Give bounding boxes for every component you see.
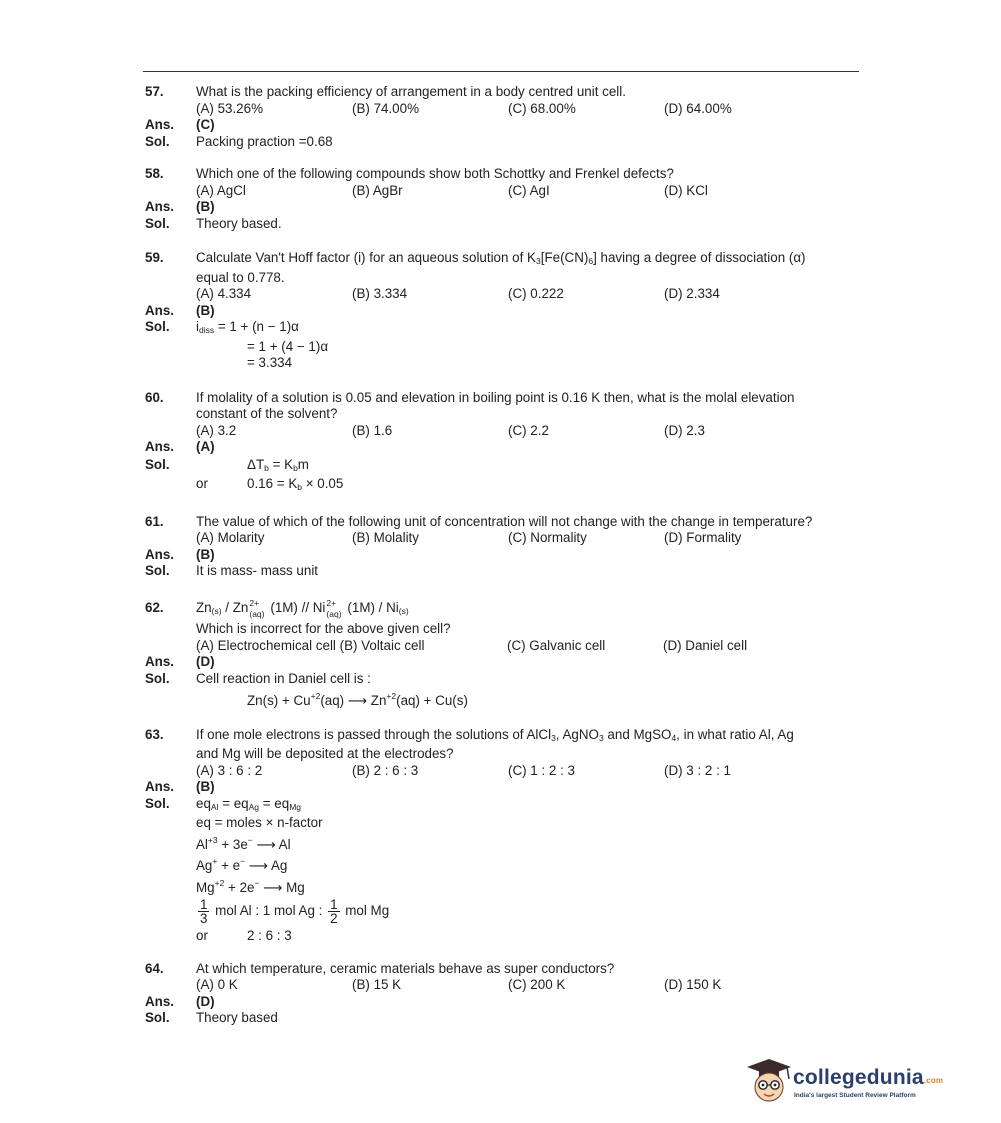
sol-label: Sol.: [145, 670, 170, 686]
question-62: [145, 597, 860, 710]
option-b: (B) 2 : 6 : 3: [352, 762, 419, 778]
option-d: (D) 2.334: [664, 286, 720, 301]
answer: (B): [196, 199, 215, 214]
sol-label: Sol.: [145, 319, 170, 334]
question-text: If one mole electrons is passed through the solutions of AlCl$_3$, AgNO$_3$ and MgSO$_4$, in what ratio Al, Ag: [196, 726, 794, 743]
option-a-b: (A) Electrochemical cell (B) Voltaic cell: [196, 637, 425, 653]
ratio-result: or 2 : 6 : 3: [196, 928, 292, 943]
ans-label: Ans.: [145, 546, 175, 562]
question-number: 60.: [145, 389, 164, 405]
option-b: (B) 3.334: [352, 286, 408, 301]
option-d: (D) 3 : 2 : 1: [664, 762, 731, 778]
question-page: [145, 84, 860, 1027]
question-number: 61.: [145, 513, 164, 529]
sol-label: Sol.: [145, 133, 170, 149]
answer: (C): [196, 117, 215, 132]
sol-label: Sol.: [145, 1010, 170, 1025]
option-a: (A) 53.26%: [196, 100, 263, 116]
option-b: (B) 74.00%: [352, 100, 419, 116]
solution-line-2: eq = moles × n-factor: [196, 815, 323, 830]
option-b: (B) 15 K: [352, 977, 402, 992]
answer: (B): [196, 546, 215, 562]
answer: (D): [196, 993, 215, 1009]
question-text: At which temperature, ceramic materials behave as super conductors?: [196, 960, 615, 976]
option-c: (C) Galvanic cell: [507, 637, 606, 653]
option-c: (C) Normality: [508, 530, 587, 545]
question-number: 63.: [145, 726, 164, 742]
question-number: 64.: [145, 960, 164, 976]
question-58: [145, 166, 860, 232]
option-b: (B) Molality: [352, 530, 419, 545]
answer: (B): [196, 302, 215, 318]
question-text: Calculate Van't Hoff factor (i) for an aqueous solution of $K_3[Fe(CN)_6]$ having a degree of dissociation (α): [196, 250, 806, 266]
solution-text: It is mass- mass unit: [196, 563, 319, 578]
cell-notation: $Zn_{(s)}$ / Zn 2+ (aq) (1M) // Ni 2+ (aq) $(1M) / Ni_{(s)}$: [196, 597, 409, 619]
header-rule: [143, 71, 859, 72]
option-a: (A) Molarity: [196, 530, 265, 545]
option-c: (C) 2.2: [508, 422, 549, 438]
option-a: (A) 3.2: [196, 422, 237, 438]
ans-label: Ans.: [145, 993, 175, 1009]
option-d: (D) 150 K: [664, 977, 722, 992]
solution-line-1: $eq_{Al} = eq_{Ag} = eq_{Mg}$: [196, 795, 301, 812]
solution-line-3: = 3.334: [247, 355, 293, 370]
option-b: (B) 1.6: [352, 422, 393, 438]
option-d: (D) 2.3: [664, 422, 705, 438]
option-c: (C) 200 K: [508, 977, 566, 992]
option-c: (C) AgI: [508, 182, 550, 198]
solution-line-2: or $0.16 = K_b \times 0.05$: [196, 476, 344, 492]
option-a: (A) 4.334: [196, 286, 252, 301]
answer: (D): [196, 654, 215, 669]
question-number: 62.: [145, 599, 164, 615]
option-b: (B) AgBr: [352, 182, 403, 198]
ans-label: Ans.: [145, 779, 175, 794]
solution-text: Packing praction =0.68: [196, 133, 333, 149]
logo-tagline: India's largest Student Review Platform: [794, 1092, 916, 1099]
question-text-cont: and Mg will be deposited at the electrodes?: [196, 746, 454, 761]
solution-text: Cell reaction in Daniel cell is :: [196, 670, 371, 686]
question-59: [145, 250, 860, 372]
ans-label: Ans.: [145, 654, 175, 669]
question-64: [145, 961, 860, 1027]
sol-label: Sol.: [145, 795, 170, 811]
question-text: The value of which of the following unit of concentration will not change with the change in temperature?: [196, 513, 813, 529]
option-c: (C) 1 : 2 : 3: [508, 762, 575, 778]
solution-line-5: $Mg^{+2} + 2e^-$ ⟶ Mg: [196, 877, 305, 895]
option-a: (A) 3 : 6 : 2: [196, 762, 263, 778]
ans-label: Ans.: [145, 117, 175, 132]
question-text-cont: equal to 0.778.: [196, 269, 285, 285]
option-a: (A) 0 K: [196, 977, 238, 992]
option-d: (D) KCl: [664, 182, 708, 198]
solution-line-3: $Al^{+3} + 3e^-$ ⟶ Al: [196, 834, 291, 852]
question-61: [145, 514, 860, 580]
solution-text: Theory based.: [196, 215, 282, 231]
ans-label: Ans.: [145, 199, 175, 214]
answer: (A): [196, 439, 215, 454]
question-number: 57.: [145, 84, 164, 99]
option-a: (A) AgCl: [196, 182, 246, 198]
fraction-one-half: $\frac{1}{2}$: [330, 896, 338, 926]
fraction-one-third: $\frac{1}{3}$: [200, 896, 208, 926]
question-63: [145, 727, 860, 945]
question-number: 58.: [145, 166, 164, 181]
question-text: What is the packing efficiency of arrangement in a body centred unit cell.: [196, 84, 626, 99]
mole-ratio: $\frac{1}{3}$ mol Al : 1 mol Ag : $\frac{1}{2}$ mol Mg: [200, 896, 390, 926]
question-60: [145, 390, 860, 496]
solution-line-1: $i_{diss} = 1 + (n - 1)\alpha$: [196, 319, 299, 335]
question-57: [145, 84, 860, 150]
sol-label: Sol.: [145, 563, 170, 578]
sol-label: Sol.: [145, 456, 170, 472]
question-text: Which one of the following compounds show both Schottky and Frenkel defects?: [196, 166, 674, 181]
question-text-cont: constant of the solvent?: [196, 406, 338, 421]
logo-wordmark: collegedunia.com: [793, 1066, 944, 1089]
option-d: (D) Formality: [664, 530, 742, 545]
solution-line-1: $\Delta T_b = K_bm$: [247, 456, 309, 473]
sol-label: Sol.: [145, 215, 170, 231]
solution-line-2: = 1 + (4 − 1)α: [247, 338, 329, 354]
option-c: (C) 68.00%: [508, 100, 576, 116]
option-c: (C) 0.222: [508, 286, 564, 301]
question-text: If molality of a solution is 0.05 and elevation in boiling point is 0.16 K then, what is the molal elevation: [196, 389, 795, 405]
ans-label: Ans.: [145, 439, 175, 454]
solution-text: Theory based: [196, 1010, 278, 1025]
question-number: 59.: [145, 250, 164, 265]
option-d: (D) Daniel cell: [663, 637, 748, 653]
ans-label: Ans.: [145, 302, 175, 318]
option-d: (D) 64.00%: [664, 100, 732, 116]
question-text: Which is incorrect for the above given cell?: [196, 621, 451, 636]
cell-reaction: $Zn(s) + Cu^{+2}(aq)$ ⟶ $Zn^{+2}(aq) + Cu(s)$: [247, 691, 468, 708]
answer: (B): [196, 779, 215, 794]
solution-line-4: Ag+ + e− ⟶ Ag: [196, 856, 288, 873]
